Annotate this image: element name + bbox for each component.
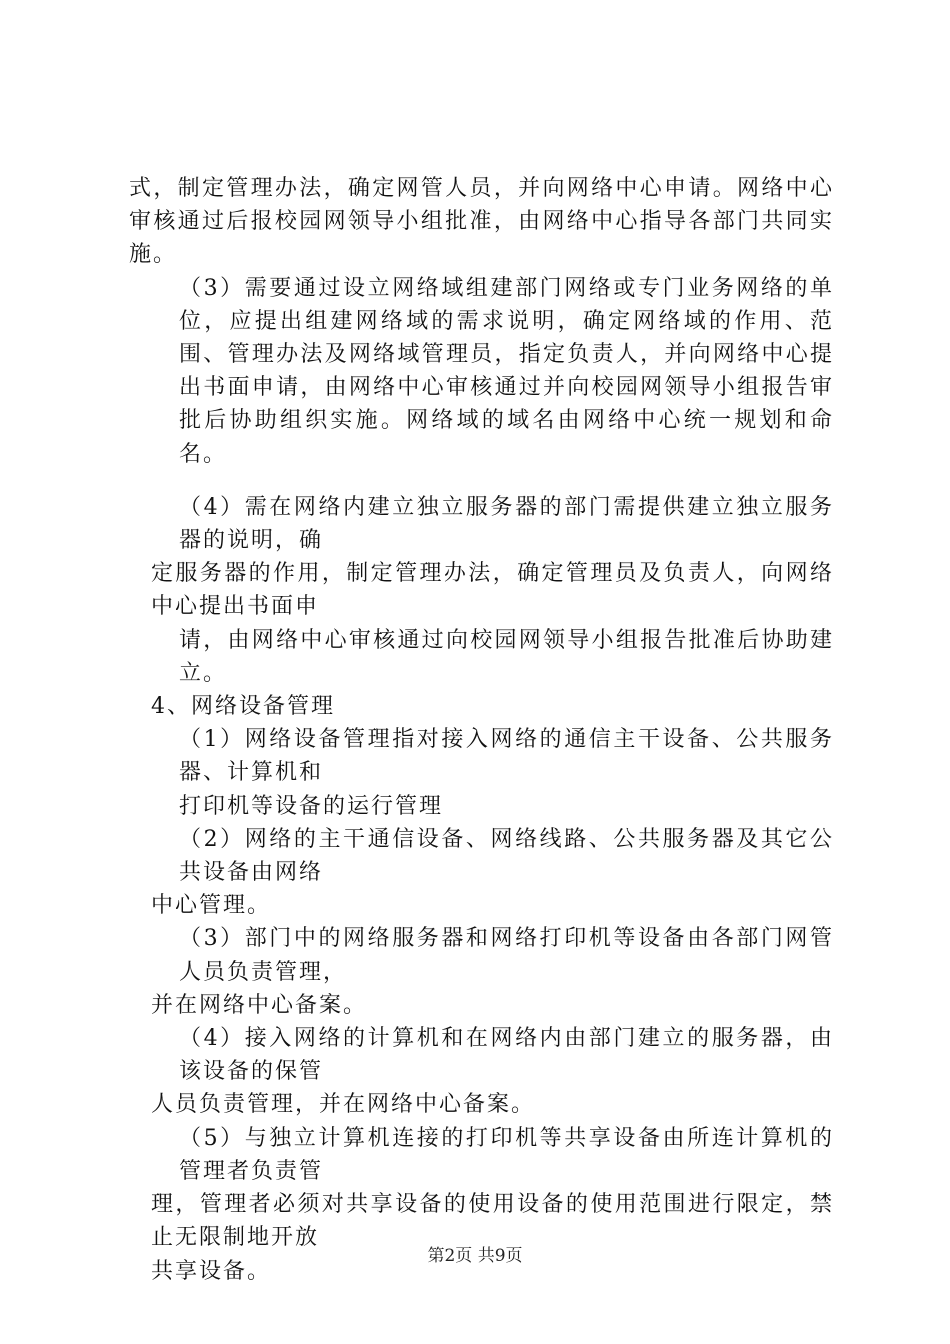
paragraph-independent-server: （4）需在网络内建立独立服务器的部门需提供建立独立服务器的说明，确 — [179, 494, 834, 554]
paragraph-continuation: 式，制定管理办法，确定网管人员，并向网络中心申请。网络中心审核通过后报校园网领导小组批准，由网络中心指导各部门共同实施。 — [129, 176, 834, 268]
paragraph-network-domain: （3）需要通过设立网络域组建部门网络或专门业务网络的单位，应提出组建网络域的需求说明，确定网络域的作用、范围、管理办法及网络域管理员，指定负责人，并向网络中心提出书面申请，由网络中心审核通过并向校园网领导小组报告审批后协助组织实施。网络域的域名由网络中心统一规划和命名。 — [179, 275, 834, 467]
paragraph-independent-server-line2: 定服务器的作用，制定管理办法，确定管理员及负责人，向网络中心提出书面申 — [151, 561, 834, 620]
document-body — [129, 172, 834, 1288]
paragraph-independent-server-line3: 请，由网络中心审核通过向校园网领导小组报告批准后协助建立。 — [179, 627, 834, 686]
paragraph-device-1-cont: 打印机等设备的运行管理 — [179, 793, 444, 819]
paragraph-device-4-cont: 人员负责管理，并在网络中心备案。 — [151, 1092, 536, 1118]
paragraph-device-5-cont: 理，管理者必须对共享设备的使用设备的使用范围进行限定，禁止无限制地开放 — [151, 1192, 834, 1251]
paragraph-device-2-cont: 中心管理。 — [151, 893, 272, 919]
paragraph-device-3-cont: 并在网络中心备案。 — [151, 992, 368, 1018]
section-heading-device-management: 4、网络设备管理 — [151, 694, 335, 720]
paragraph-device-5: （5）与独立计算机连接的打印机等共享设备由所连计算机的管理者负责管 — [179, 1125, 834, 1184]
paragraph-device-2: （2）网络的主干通信设备、网络线路、公共服务器及其它公共设备由网络 — [179, 826, 834, 886]
paragraph-device-5-end: 共享设备。 — [151, 1258, 272, 1284]
paragraph-device-1: （1）网络设备管理指对接入网络的通信主干设备、公共服务器、计算机和 — [179, 727, 834, 786]
page-number-footer: 第2页 共9页 — [427, 1246, 523, 1266]
paragraph-device-3: （3）部门中的网络服务器和网络打印机等设备由各部门网管人员负责管理， — [179, 926, 834, 985]
paragraph-device-4: （4）接入网络的计算机和在网络内由部门建立的服务器，由该设备的保管 — [179, 1026, 834, 1085]
